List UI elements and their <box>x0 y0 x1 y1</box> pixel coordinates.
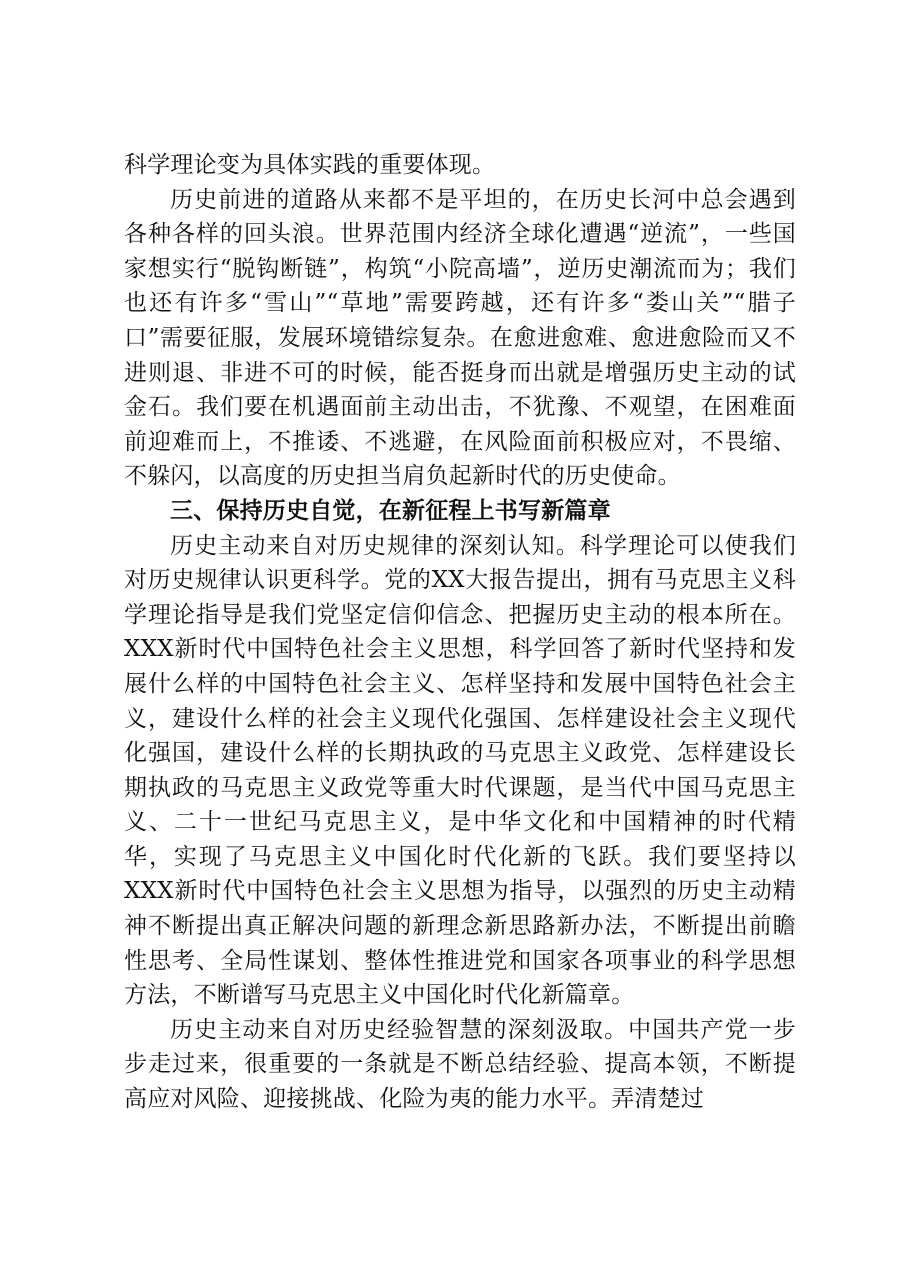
section-heading: 三、保持历史自觉，在新征程上书写新篇章 <box>170 497 611 524</box>
document-page <box>124 148 796 1117</box>
body-paragraph: 历史主动来自对历史规律的深刻认知。科学理论可以使我们对历史规律认识更科学。党的XX大报告提出，拥有马克思主义科学理论指导是我们党坚定信仰信念、把握历史主动的根本所在。XXX新时代中国特色社会主义思想，科学回答了新时代坚持和发展什么样的中国特色社会主义、怎样坚持和发展中国特色社会主义，建设什么样的社会主义现代化强国、怎样建设社会主义现代化强国，建设什么样的长期执政的马克思主义政党、怎样建设长期执政的马克思主义政党等重大时代课题，是当代中国马克思主义、二十一世纪马克思主义，是中华文化和中国精神的时代精华，实现了马克思主义中国化时代化新的飞跃。我们要坚持以XXX新时代中国特色社会主义思想为指导，以强烈的历史主动精神不断提出真正解决问题的新理念新思路新办法，不断提出前瞻性思考、全局性谋划、整体性推进党和国家各项事业的科学思想方法，不断谱写马克思主义中国化时代化新篇章。 <box>124 532 796 1009</box>
body-paragraph: 历史主动来自对历史经验智慧的深刻汲取。中国共产党一步步走过来，很重要的一条就是不断总结经验、提高本领，不断提高应对风险、迎接挑战、化险为夷的能力水平。弄清楚过 <box>124 1016 796 1113</box>
body-paragraph: 历史前进的道路从来都不是平坦的，在历史长河中总会遇到各种各样的回头浪。世界范围内经济全球化遭遇“逆流”，一些国家想实行“脱钩断链”，构筑“小院高墙”，逆历史潮流而为；我们也还有许多“雪山”“草地”需要跨越，还有许多“娄山关”“腊子口”需要征服，发展环境错综复杂。在愈进愈难、愈进愈险而又不进则退、非进不可的时候，能否挺身而出就是增强历史主动的试金石。我们要在机遇面前主动出击，不犹豫、不观望，在困难面前迎难而上，不推诿、不逃避，在风险面前积极应对，不畏缩、不躲闪，以高度的历史担当肩负起新时代的历史使命。 <box>124 186 796 490</box>
continuation-paragraph: 科学理论变为具体实践的重要体现。 <box>124 152 496 178</box>
